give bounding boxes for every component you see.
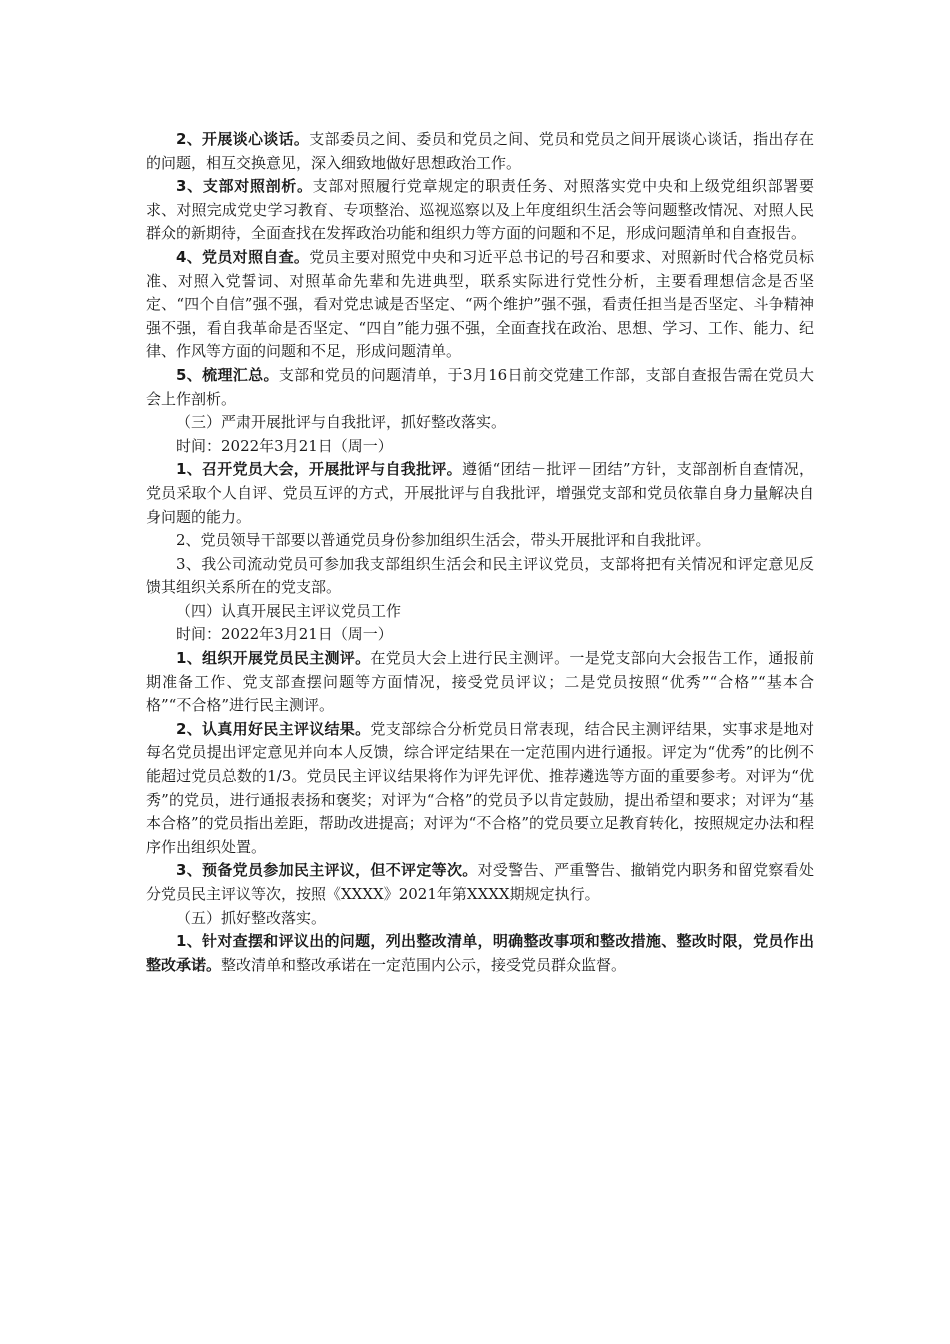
- paragraph-heading: 2、开展谈心谈话。: [176, 130, 310, 148]
- paragraph-text: 时间：2022年3月21日（周一）: [176, 625, 393, 644]
- paragraph-heading: 3、预备党员参加民主评议，但不评定等次。: [176, 861, 478, 880]
- paragraph-talk: [146, 128, 814, 175]
- paragraph-heading: 4、党员对照自查。: [176, 247, 310, 266]
- paragraph-text: 遵循“团结－批评－团结”方针，支部剖析自查情况，党员采取个人自评、党员互评的方式，开展批评与自我批评，增强党支部和党员依靠自身力量解决自身问题的能力。: [146, 460, 814, 526]
- paragraph-member-selfcheck: [146, 246, 814, 364]
- paragraph-text: （三）严肃开展批评与自我批评，抓好整改落实。: [176, 413, 507, 432]
- paragraph-probationary-members: [146, 859, 814, 906]
- paragraph-evaluation-results: [146, 718, 814, 860]
- section-heading-3: [146, 411, 814, 435]
- paragraph-text: 3、我公司流动党员可参加我支部组织生活会和民主评议党员，支部将把有关情况和评定意见反馈其组织关系所在的党支部。: [146, 554, 814, 597]
- section-heading-4: [146, 600, 814, 624]
- time-line: [146, 623, 814, 647]
- paragraph-text: 支部委员之间、委员和党员之间、党员和党员之间开展谈心谈话，指出存在的问题，相互交换意见，深入细致地做好思想政治工作。: [146, 130, 814, 172]
- paragraph-rectification: [146, 930, 814, 977]
- paragraph-text: 支部和党员的问题清单，于3月16日前交党建工作部，支部自查报告需在党员大会上作剖析。: [146, 365, 814, 408]
- paragraph-heading: 1、针对查摆和评议出的问题，列出整改清单，明确整改事项和整改措施、整改时限，党员作出整改承诺。: [146, 932, 814, 974]
- paragraph-leaders: [146, 529, 814, 553]
- time-line: [146, 435, 814, 459]
- paragraph-heading: 2、认真用好民主评议结果。: [176, 719, 371, 738]
- section-heading-5: [146, 907, 814, 931]
- paragraph-text: 党支部综合分析党员日常表现，结合民主测评结果，实事求是地对每名党员提出评定意见并向本人反馈，综合评定结果在一定范围内进行通报。评定为“优秀”的比例不能超过党员总数的1/3。党员民主评议结果将作为评先评优、推荐遴选等方面的重要参考。对评为“优秀”的党员，进行通报表扬和褒奖；对评为“合格”的党员予以肯定鼓励，提出希望和要求；对评为“基本合格”的党员指出差距，帮助改进提高；对评为“不合格”的党员要立足教育转化，按照规定办法和程序作出组织处置。: [146, 719, 815, 856]
- paragraph-text: 时间：2022年3月21日（周一）: [176, 436, 393, 455]
- paragraph-branch-analysis: [146, 175, 814, 246]
- paragraph-heading: 1、召开党员大会，开展批评与自我批评。: [176, 460, 462, 479]
- paragraph-text: 整改清单和整改承诺在一定范围内公示，接受党员群众监督。: [221, 955, 627, 974]
- paragraph-summary: [146, 364, 814, 411]
- paragraph-mobile-members: [146, 553, 814, 600]
- document-body: [146, 128, 814, 977]
- paragraph-heading: 1、组织开展党员民主测评。: [176, 649, 371, 668]
- paragraph-heading: 5、梳理汇总。: [176, 365, 279, 384]
- paragraph-text: 党员主要对照党中央和习近平总书记的号召和要求、对照新时代合格党员标准、对照入党誓词、对照革命先辈和先进典型，联系实际进行党性分析，主要看理想信念是否坚定、“四个自信”强不强，看对党忠诚是否坚定、“两个维护”强不强，看责任担当是否坚定、斗争精神强不强，看自我革命是否坚定、“四自”能力强不强，全面查找在政治、思想、学习、工作、能力、纪律、作风等方面的问题和不足，形成问题清单。: [146, 247, 814, 361]
- paragraph-text: 对受警告、严重警告、撤销党内职务和留党察看处分党员民主评议等次，按照《XXXX》2021年第XXXX期规定执行。: [146, 861, 814, 903]
- paragraph-party-meeting: [146, 458, 814, 529]
- paragraph-text: （五）抓好整改落实。: [176, 908, 327, 927]
- paragraph-text: 在党员大会上进行民主测评。一是党支部向大会报告工作，通报前期准备工作、党支部查摆问题等方面情况，接受党员评议；二是党员按照“优秀”“合格”“基本合格”“不合格”进行民主测评。: [146, 649, 814, 715]
- paragraph-text: 支部对照履行党章规定的职责任务、对照落实党中央和上级党组织部署要求、对照完成党史学习教育、专项整治、巡视巡察以及上年度组织生活会等问题整改情况、对照人民群众的新期待，全面查找在发挥政治功能和组织力等方面的问题和不足，形成问题清单和自查报告。: [146, 177, 814, 243]
- paragraph-text: 2、党员领导干部要以普通党员身份参加组织生活会，带头开展批评和自我批评。: [176, 531, 711, 550]
- paragraph-text: （四）认真开展民主评议党员工作: [176, 601, 402, 620]
- paragraph-heading: 3、支部对照剖析。: [176, 177, 313, 196]
- paragraph-democratic-evaluation: [146, 647, 814, 718]
